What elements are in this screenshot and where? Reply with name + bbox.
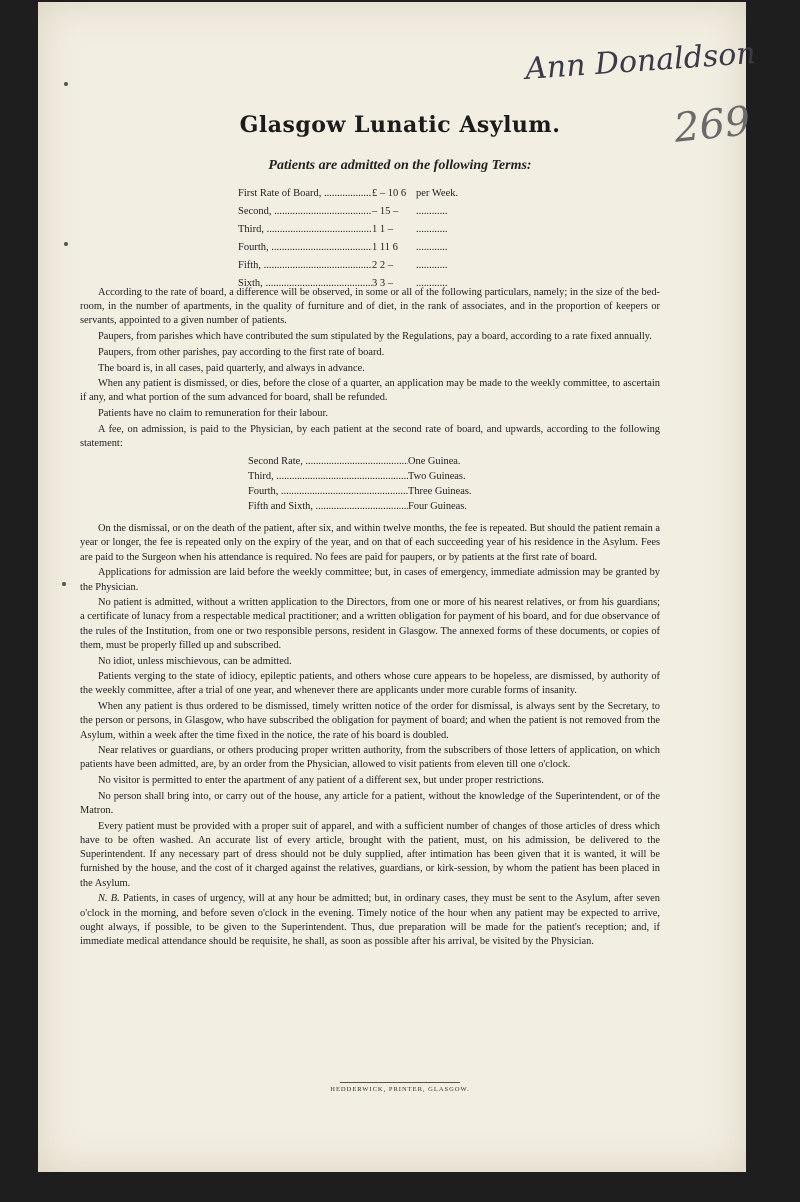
nb-label: N. B. [98, 893, 120, 905]
rate-row [238, 256, 476, 274]
paragraph: According to the rate of board, a difference will be observed, in some or all of the following particulars, namely; in the size of the bed-room, in the number of apartments, in the quality of furniture and of diet, in the rank of associates, and in the proportion of keepers or servants, appointed to a given number of patients. [80, 287, 660, 327]
paragraph: No visitor is permitted to enter the apartment of any patient of a different sex, but under proper restrictions. [98, 775, 544, 787]
rate-amount: 1 1 – [372, 223, 393, 235]
paragraph: A fee, on admission, is paid to the Physician, by each patient at the second rate of board, and upwards, according to the following statement: [80, 423, 660, 450]
fee-label: Fifth and Sixth, ..... [248, 500, 408, 514]
fee-label: Third, ..... [248, 470, 408, 484]
fee-label: Fourth, ..... [248, 485, 408, 499]
rate-amount: – 15 – [372, 205, 399, 217]
rate-label: Sixth, ..... [238, 278, 372, 289]
rate-row [238, 184, 476, 202]
pin-hole [62, 582, 66, 586]
rate-label: First Rate of Board, ..... [238, 188, 372, 199]
fee-row [248, 484, 660, 499]
printer-imprint: HEDDERWICK, PRINTER, GLASGOW. [330, 1086, 470, 1093]
paragraph: Every patient must be provided with a proper suit of apparel, and with a sufficient number of changes of those articles of dress which have to be often washed. An accurate list of every article, brought with the patient, must, on his admission, be delivered to the Superintendent. If any necessary part of dress should not be duly supplied, after intimation has been given that it is wanted, it will be furnished by the house, and the cost of it charged against the relatives, guardians, or kirk-session, by whom the patient has been placed in the Asylum. [80, 820, 660, 889]
fee-row [248, 469, 660, 484]
rate-suffix: ............ [416, 241, 448, 253]
paragraph: Patients verging to the state of idiocy, epileptic patients, and others whose cure appears to be hopeless, are dismissed, by authority of the weekly committee, after a trial of one year, and whenever there are applicants under more curable forms of insanity. [80, 671, 660, 697]
rate-label: Fifth, ..... [238, 260, 372, 271]
document-title: Glasgow Lunatic Asylum. [239, 112, 561, 138]
board-rates-table [238, 184, 476, 292]
pin-hole [64, 242, 68, 246]
rate-row [238, 202, 476, 220]
printer-rule [340, 1082, 460, 1083]
handwritten-signature: Ann Donaldson [524, 35, 757, 88]
fee-value: Four Guineas. [408, 500, 467, 512]
paragraph: No idiot, unless mischievous, can be admitted. [98, 655, 292, 667]
pin-hole [64, 82, 68, 86]
rate-amount: 2 2 – [372, 259, 393, 271]
fee-value: Two Guineas. [408, 470, 466, 482]
paragraph: Paupers, from other parishes, pay according to the first rate of board. [98, 346, 385, 358]
paragraph: When any patient is thus ordered to be dismissed, timely written notice of the order for dismissal, is always sent by the Secretary, to the person or persons, in Glasgow, who have subscribed the obligation for payment of board; and when the patient is not removed from the Asylum, within a week after the time fixed in the notice, the rate of his board is doubled. [80, 701, 660, 741]
document-subtitle: Patients are admitted on the following Terms: [268, 158, 532, 173]
fee-label: Second Rate, ..... [248, 455, 408, 469]
admission-fees-table [248, 454, 660, 514]
rate-label: Second, ..... [238, 206, 372, 217]
rate-suffix: ............ [416, 223, 448, 235]
fee-value: Three Guineas. [408, 485, 472, 497]
rate-suffix: ............ [416, 259, 448, 271]
paragraph: On the dismissal, or on the death of the patient, after six, and within twelve months, the fee is repeated. But should the patient remain a year or longer, the fee is repeated only on the expiry of the year, and on that of each succeeding year of his residence in the Asylum. Fees are paid to the Surgeon when his attendance is required. No fees are paid for paupers, or by patients at the first rate of board. [80, 523, 660, 563]
paragraph: Patients have no claim to remuneration for their labour. [98, 408, 328, 420]
rate-suffix: per Week. [416, 187, 459, 199]
rate-row [238, 220, 476, 238]
paragraph: The board is, in all cases, paid quarterly, and always in advance. [98, 362, 365, 374]
rate-amount: 1 11 6 [372, 241, 398, 253]
document-body [80, 286, 660, 951]
paragraph: No patient is admitted, without a written application to the Directors, from one or more of his nearest relatives, or from his guardians; a certificate of lunacy from a respectable medical practitioner; and a written obligation for payment of his board, and for due observance of the rules of the Institution, from one or two responsible persons, resident in Glasgow. The annexed forms of these documents, or copies of them, must be properly filled up and subscribed. [80, 597, 660, 651]
paragraph: Near relatives or guardians, or others producing proper written authority, from the subscribers of those letters of application, on which patients have been admitted, are, by an order from the Physician, allowed to visit patients from eleven till one o'clock. [80, 745, 660, 771]
fee-value: One Guinea. [408, 455, 461, 467]
rate-label: Third, ..... [238, 224, 372, 235]
nb-text: Patients, in cases of urgency, will at any hour be admitted; but, in ordinary cases, they must be sent to the Asylum, after seven o'clock in the morning, and before seven o'clock in the evening. Timely notice of the hour when any patient may be expected to arrive, ought always, if possible, to be given to the Superintendent. Thus, due preparation will be made for the patient's reception; and, if immediate medical attendance should be requisite, he shall, as soon as possible after his arrival, be visited by the Physician. [80, 893, 660, 947]
rate-amount: 3 3 – [372, 277, 393, 289]
paragraph: No person shall bring into, or carry out of the house, any article for a patient, without the knowledge of the Superintendent, or of the Matron. [80, 790, 660, 817]
paragraph: Paupers, from parishes which have contributed the sum stipulated by the Regulations, pay a board, according to a rate fixed annually. [98, 331, 652, 343]
handwritten-number: 269 [671, 98, 753, 152]
rate-suffix: ............ [416, 205, 448, 217]
rate-label: Fourth, ..... [238, 242, 372, 253]
rate-amount: £ – 10 6 [372, 187, 407, 199]
fee-row [248, 499, 660, 514]
rate-row [238, 238, 476, 256]
fee-row [248, 454, 660, 469]
rate-suffix: ............ [416, 277, 448, 289]
paragraph: Applications for admission are laid before the weekly committee; but, in cases of emergency, immediate admission may be granted by the Physician. [80, 567, 660, 593]
paragraph: When any patient is dismissed, or dies, before the close of a quarter, an application may be made to the weekly committee, to ascertain if any, and what portion of the sum advanced for board, shall be refunded. [80, 378, 660, 404]
nb-paragraph [80, 892, 660, 949]
